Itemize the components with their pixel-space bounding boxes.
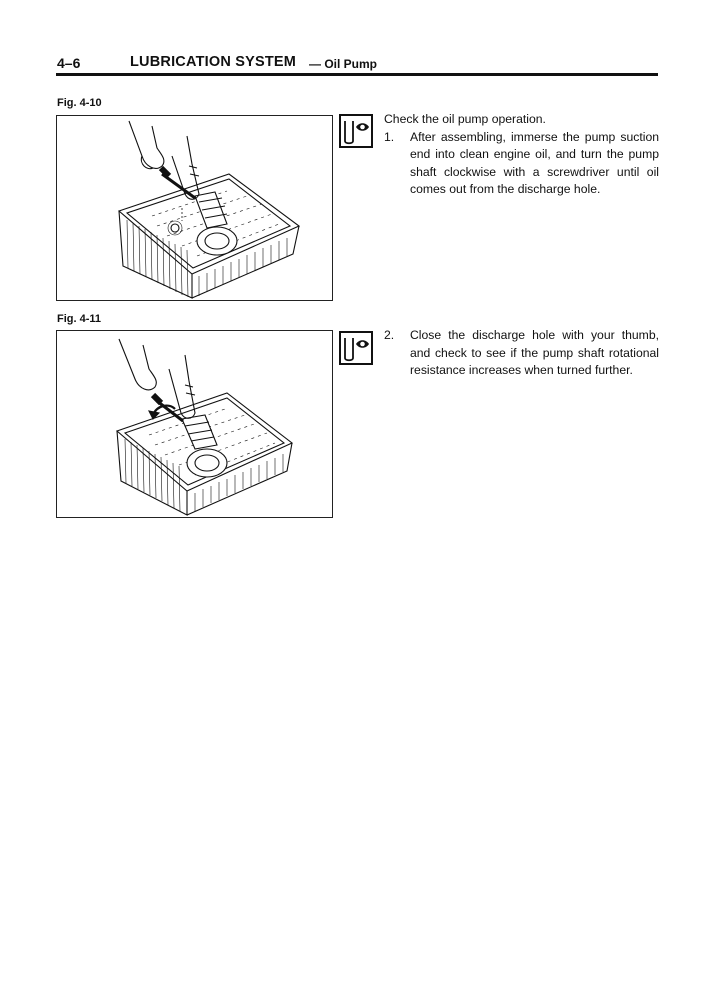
- figure-4-10: [56, 115, 333, 301]
- visual-inspection-icon: [339, 331, 373, 365]
- step-text: Close the discharge hole with your thumb, and check to see if the pump shaft rotational resistance increases when turned further.: [410, 328, 659, 378]
- step-block-1: [384, 111, 659, 199]
- step-block-2: [384, 327, 659, 380]
- intro-text: Check the oil pump operation.: [384, 112, 546, 126]
- step-item: [384, 129, 659, 199]
- section-subtitle: — Oil Pump: [309, 57, 378, 71]
- header-rule: [56, 73, 658, 76]
- page-number: 4–6: [57, 55, 81, 71]
- section-title: LUBRICATION SYSTEM: [130, 54, 297, 70]
- step-number: 1.: [384, 129, 395, 144]
- figure-label: Fig. 4-10: [57, 97, 102, 109]
- step-text: After assembling, immerse the pump suction end into clean engine oil, and turn the pump shaft clockwise with a screwdriver until oil comes out from the discharge hole.: [410, 129, 659, 197]
- step-item: [384, 327, 659, 380]
- step-number: 2.: [384, 328, 395, 342]
- visual-inspection-icon: [339, 114, 373, 148]
- oil-pump-immersion-illustration: [57, 116, 332, 300]
- figure-4-11: [56, 330, 333, 518]
- figure-label: Fig. 4-11: [57, 313, 102, 325]
- thumb-check-illustration: [57, 331, 332, 517]
